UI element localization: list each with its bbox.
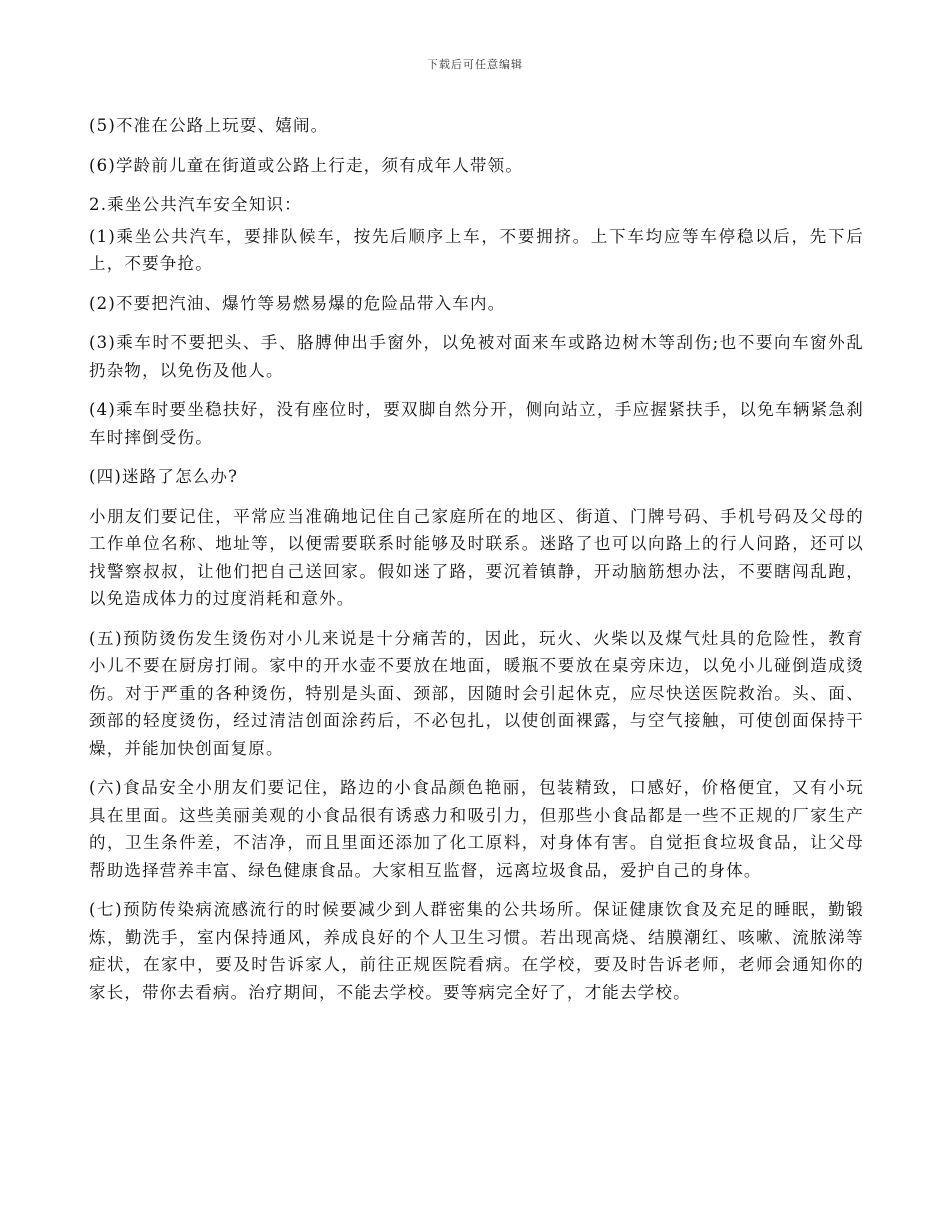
document-body [89, 112, 864, 1006]
paragraph-rule-5: (5)不准在公路上玩耍、嬉闹。 [89, 116, 329, 135]
section-heading-lost: (四)迷路了怎么办? [89, 467, 239, 486]
paragraph-bus-4: (4)乘车时要坐稳扶好，没有座位时，要双脚自然分开，侧向站立，手应握紧扶手，以免车辆紧急刹车时摔倒受伤。 [89, 400, 864, 447]
paragraph-food-safety: (六)食品安全小朋友们要记住，路边的小食品颜色艳丽，包装精致，口感好，价格便宜，又有小玩具在里面。这些美丽美观的小食品很有诱惑力和吸引力，但那些小食品都是一些不正规的厂家生产的，卫生条件差，不洁净，而且里面还添加了化工原料，对身体有害。自觉拒食垃圾食品，让父母帮助选择营养丰富、绿色健康食品。大家相互监督，远离垃圾食品，爱护自己的身体。 [89, 778, 864, 880]
page-header: 下载后可任意编辑 [427, 58, 523, 71]
paragraph-bus-1: (1)乘坐公共汽车，要排队候车，按先后顺序上车，不要拥挤。上下车均应等车停稳以后，先下后上，不要争抢。 [89, 226, 864, 273]
section-heading-bus-safety: 2.乘坐公共汽车安全知识： [89, 195, 302, 214]
paragraph-bus-2: (2)不要把汽油、爆竹等易燃易爆的危险品带入车内。 [89, 293, 506, 313]
paragraph-burns: (五)预防烫伤发生烫伤对小儿来说是十分痛苦的，因此，玩火、火柴以及煤气灶具的危险性，教育小儿不要在厨房打闹。家中的开水壶不要放在地面，暖瓶不要放在桌旁床边，以免小儿碰倒造成烫伤。对于严重的各种烫伤，特别是头面、颈部，因随时会引起休克，应尽快送医院救治。头、面、颈部的轻度烫伤，经过清洁创面涂药后，不必包扎，以使创面裸露，与空气接触，可使创面保持干燥，并能加快创面复原。 [89, 628, 864, 758]
paragraph-rule-6: (6)学龄前儿童在街道或公路上行走，须有成年人带领。 [89, 155, 524, 175]
paragraph-lost: 小朋友们要记住，平常应当准确地记住自己家庭所在的地区、街道、门牌号码、手机号码及父母的工作单位名称、地址等，以便需要联系时能够及时联系。迷路了也可以向路上的行人问路，还可以找警察叔叔，让他们把自己送回家。假如迷了路，要沉着镇静，开动脑筋想办法，不要瞎闯乱跑，以免造成体力的过度消耗和意外。 [89, 506, 864, 608]
paragraph-bus-3: (3)乘车时不要把头、手、胳膊伸出手窗外，以免被对面来车或路边树木等刮伤;也不要向车窗外乱扔杂物，以免伤及他人。 [89, 333, 864, 380]
paragraph-infectious-disease: (七)预防传染病流感流行的时候要减少到人群密集的公共场所。保证健康饮食及充足的睡眠，勤锻炼，勤洗手，室内保持通风，养成良好的个人卫生习惯。若出现高烧、结膜潮红、咳嗽、流脓涕等症状，在家中，要及时告诉家人，前往正规医院看病。在学校，要及时告诉老师，老师会通知你的家长，带你去看病。治疗期间，不能去学校。要等病完全好了，才能去学校。 [89, 900, 864, 1002]
